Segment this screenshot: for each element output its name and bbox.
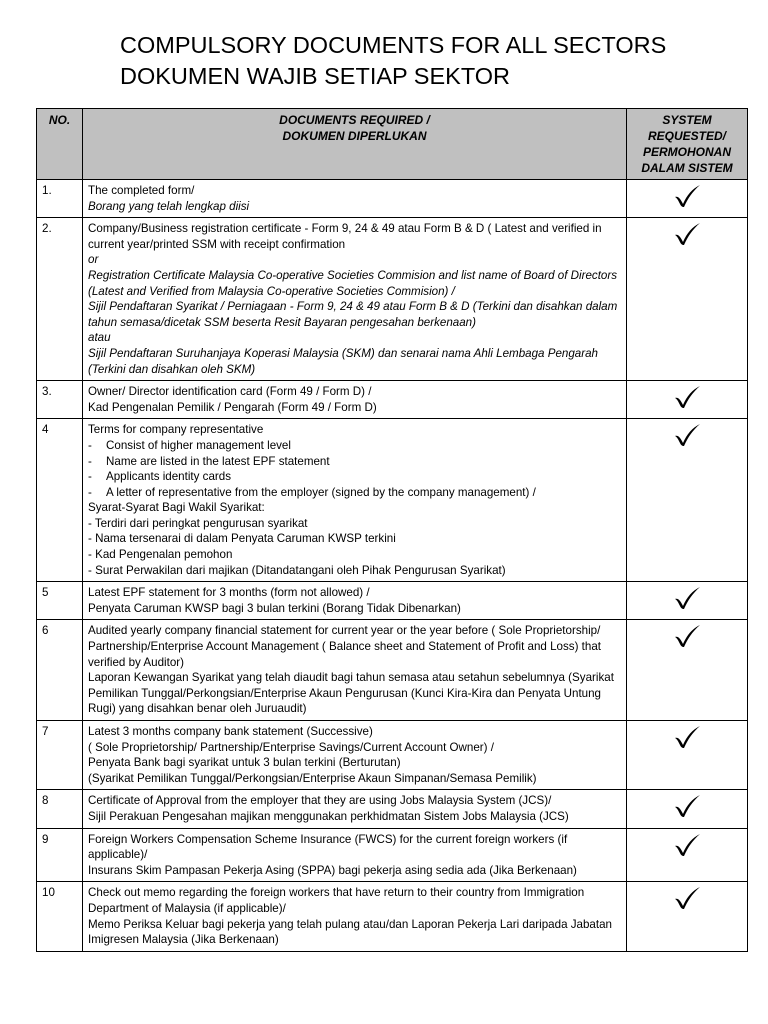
document-description — [83, 180, 627, 218]
table-row — [37, 582, 748, 620]
document-description — [83, 218, 627, 381]
header-no: NO. — [37, 109, 83, 180]
document-line-text: Applicants identity cards — [106, 470, 232, 484]
document-description — [83, 381, 627, 419]
system-requested-cell — [627, 218, 748, 381]
table-row — [37, 828, 748, 882]
header-system-line2: REQUESTED/ — [647, 129, 726, 143]
document-line-text: Consist of higher management level — [106, 438, 291, 452]
dash-marker: - — [88, 438, 92, 452]
row-number: 7 — [37, 721, 83, 790]
document-description — [83, 790, 627, 828]
document-line: Terms for company representative — [88, 423, 264, 437]
checkmark-icon — [672, 585, 702, 611]
row-number: 8 — [37, 790, 83, 828]
document-line: Penyata Bank bagi syarikat untuk 3 bulan terkini (Berturutan) — [88, 756, 401, 770]
document-description — [83, 882, 627, 951]
document-bullet — [88, 469, 621, 485]
system-requested-cell — [627, 721, 748, 790]
system-requested-cell — [627, 381, 748, 419]
checkmark-icon — [672, 832, 702, 858]
row-number: 10 — [37, 882, 83, 951]
table-row — [37, 882, 748, 951]
table-header-row — [37, 109, 748, 180]
header-documents-en: DOCUMENTS REQUIRED / — [279, 113, 430, 127]
dash-marker: - — [88, 470, 92, 484]
document-line: ( Sole Proprietorship/ Partnership/Enterprise Savings/Current Account Owner) / — [88, 740, 494, 754]
document-line: - Terdiri dari peringkat pengurusan syarikat — [88, 516, 308, 530]
header-system-line4: DALAM SISTEM — [641, 161, 733, 175]
document-line: Borang yang telah lengkap diisi — [88, 199, 250, 213]
system-requested-cell — [627, 582, 748, 620]
document-title — [120, 30, 666, 92]
table-row — [37, 721, 748, 790]
header-documents-ms: DOKUMEN DIPERLUKAN — [282, 129, 427, 143]
document-description — [83, 620, 627, 721]
document-bullet — [88, 438, 621, 454]
dash-marker: - — [88, 485, 92, 499]
header-system-requested — [627, 109, 748, 180]
checkmark-icon — [672, 384, 702, 410]
table-row — [37, 790, 748, 828]
row-number: 1. — [37, 180, 83, 218]
table-row — [37, 381, 748, 419]
document-description — [83, 419, 627, 582]
document-line: Latest 3 months company bank statement (Successive) — [88, 725, 373, 738]
document-line: Syarat-Syarat Bagi Wakil Syarikat: — [88, 501, 265, 515]
checkmark-icon — [672, 221, 702, 247]
documents-table — [36, 108, 748, 952]
document-line: - Nama tersenarai di dalam Penyata Caruman KWSP terkini — [88, 532, 396, 546]
table-row — [37, 620, 748, 721]
document-line: The completed form/ — [88, 184, 195, 197]
checkmark-icon — [672, 885, 702, 911]
document-line: atau — [88, 331, 111, 345]
system-requested-cell — [627, 882, 748, 951]
document-bullet — [88, 454, 621, 470]
document-line: - Kad Pengenalan pemohon — [88, 548, 233, 562]
checkmark-icon — [672, 422, 702, 448]
document-line: Foreign Workers Compensation Scheme Insurance (FWCS) for the current foreign workers (if applicable)/ — [88, 832, 568, 862]
table-row — [37, 180, 748, 218]
document-line: Company/Business registration certificate - Form 9, 24 & 49 atau Form B & D ( Latest and verified in current year/printed SSM with receipt confirmation — [88, 222, 602, 251]
dash-marker: - — [88, 454, 92, 468]
row-number: 9 — [37, 828, 83, 882]
system-requested-cell — [627, 180, 748, 218]
document-line-text: Name are listed in the latest EPF statement — [106, 454, 330, 468]
document-line: Insurans Skim Pampasan Pekerja Asing (SPPA) bagi pekerja asing sedia ada (Jika Berkenaan) — [88, 863, 577, 877]
checkmark-icon — [672, 183, 702, 209]
document-line: - Surat Perwakilan dari majikan (Ditandatangani oleh Pihak Pengurusan Syarikat) — [88, 563, 506, 577]
system-requested-cell — [627, 620, 748, 721]
table-row — [37, 419, 748, 582]
document-line: Audited yearly company financial statement for current year or the year before ( Sole Proprietorship/ Partnership/Enterprise Account Management ( Balance sheet and Statement of Profit and Loss) that verified by Auditor) — [88, 624, 601, 669]
row-number: 2. — [37, 218, 83, 381]
document-line: Sijil Pendaftaran Suruhanjaya Koperasi Malaysia (SKM) dan senarai nama Ahli Lembaga Pengarah (Terkini dan disahkan oleh SKM) — [88, 346, 598, 376]
document-line: Laporan Kewangan Syarikat yang telah diaudit bagi tahun semasa atau setahun sebelumnya (Syarikat Pemilikan Tunggal/Perkongsian/Enterprise Akaun Pengurusan (Kunci Kira-Kira dan Penyata Untung Rugi) yang disahkan benar oleh Juruaudit) — [88, 671, 614, 716]
row-number: 3. — [37, 381, 83, 419]
checkmark-icon — [672, 623, 702, 649]
document-description — [83, 721, 627, 790]
title-english: COMPULSORY DOCUMENTS FOR ALL SECTORS — [120, 32, 667, 58]
row-number: 4 — [37, 419, 83, 582]
header-documents — [83, 109, 627, 180]
document-line-text: A letter of representative from the employer (signed by the company management) / — [106, 485, 536, 499]
document-description — [83, 828, 627, 882]
document-line: Penyata Caruman KWSP bagi 3 bulan terkini (Borang Tidak Dibenarkan) — [88, 601, 461, 615]
header-system-line1: SYSTEM — [662, 113, 712, 127]
row-number: 5 — [37, 582, 83, 620]
row-number: 6 — [37, 620, 83, 721]
document-line: Sijil Pendaftaran Syarikat / Perniagaan - Form 9, 24 & 49 atau Form B & D (Terkini dan disahkan dalam tahun semasa/dicetak SSM beserta Resit Bayaran pengesahan berkenaan) — [88, 300, 618, 329]
header-system-line3: PERMOHONAN — [642, 145, 731, 159]
system-requested-cell — [627, 790, 748, 828]
document-line: Registration Certificate Malaysia Co-operative Societies Commision and list name of Board of Directors (Latest and Verified from Malaysia Co-operative Societies Commision) / — [88, 268, 618, 298]
document-line: Latest EPF statement for 3 months (form not allowed) / — [88, 586, 370, 600]
document-line: Sijil Perakuan Pengesahan majikan menggunakan perkhidmatan Sistem Jobs Malaysia (JCS) — [88, 809, 569, 823]
title-malay: DOKUMEN WAJIB SETIAP SEKTOR — [120, 63, 510, 89]
checkmark-icon — [672, 724, 702, 750]
system-requested-cell — [627, 419, 748, 582]
document-bullet — [88, 485, 621, 501]
document-description — [83, 582, 627, 620]
checkmark-icon — [672, 793, 702, 819]
document-line: Check out memo regarding the foreign workers that have return to their country from Immigration Department of Malaysia (if applicable)/ — [88, 886, 585, 915]
document-line: Owner/ Director identification card (Form 49 / Form D) / — [88, 385, 372, 399]
system-requested-cell — [627, 828, 748, 882]
document-line: Certificate of Approval from the employer that they are using Jobs Malaysia System (JCS)/ — [88, 794, 552, 808]
document-line: Memo Periksa Keluar bagi pekerja yang telah pulang atau/dan Laporan Pekerja Lari daripada Jabatan Imigresen Malaysia (Jika Berkenaan) — [88, 917, 613, 947]
table-body — [37, 180, 748, 952]
document-line: Kad Pengenalan Pemilik / Pengarah (Form 49 / Form D) — [88, 400, 377, 414]
table-row — [37, 218, 748, 381]
document-line: (Syarikat Pemilikan Tunggal/Perkongsian/Enterprise Akaun Simpanan/Semasa Pemilik) — [88, 771, 537, 785]
document-line: or — [88, 253, 99, 267]
